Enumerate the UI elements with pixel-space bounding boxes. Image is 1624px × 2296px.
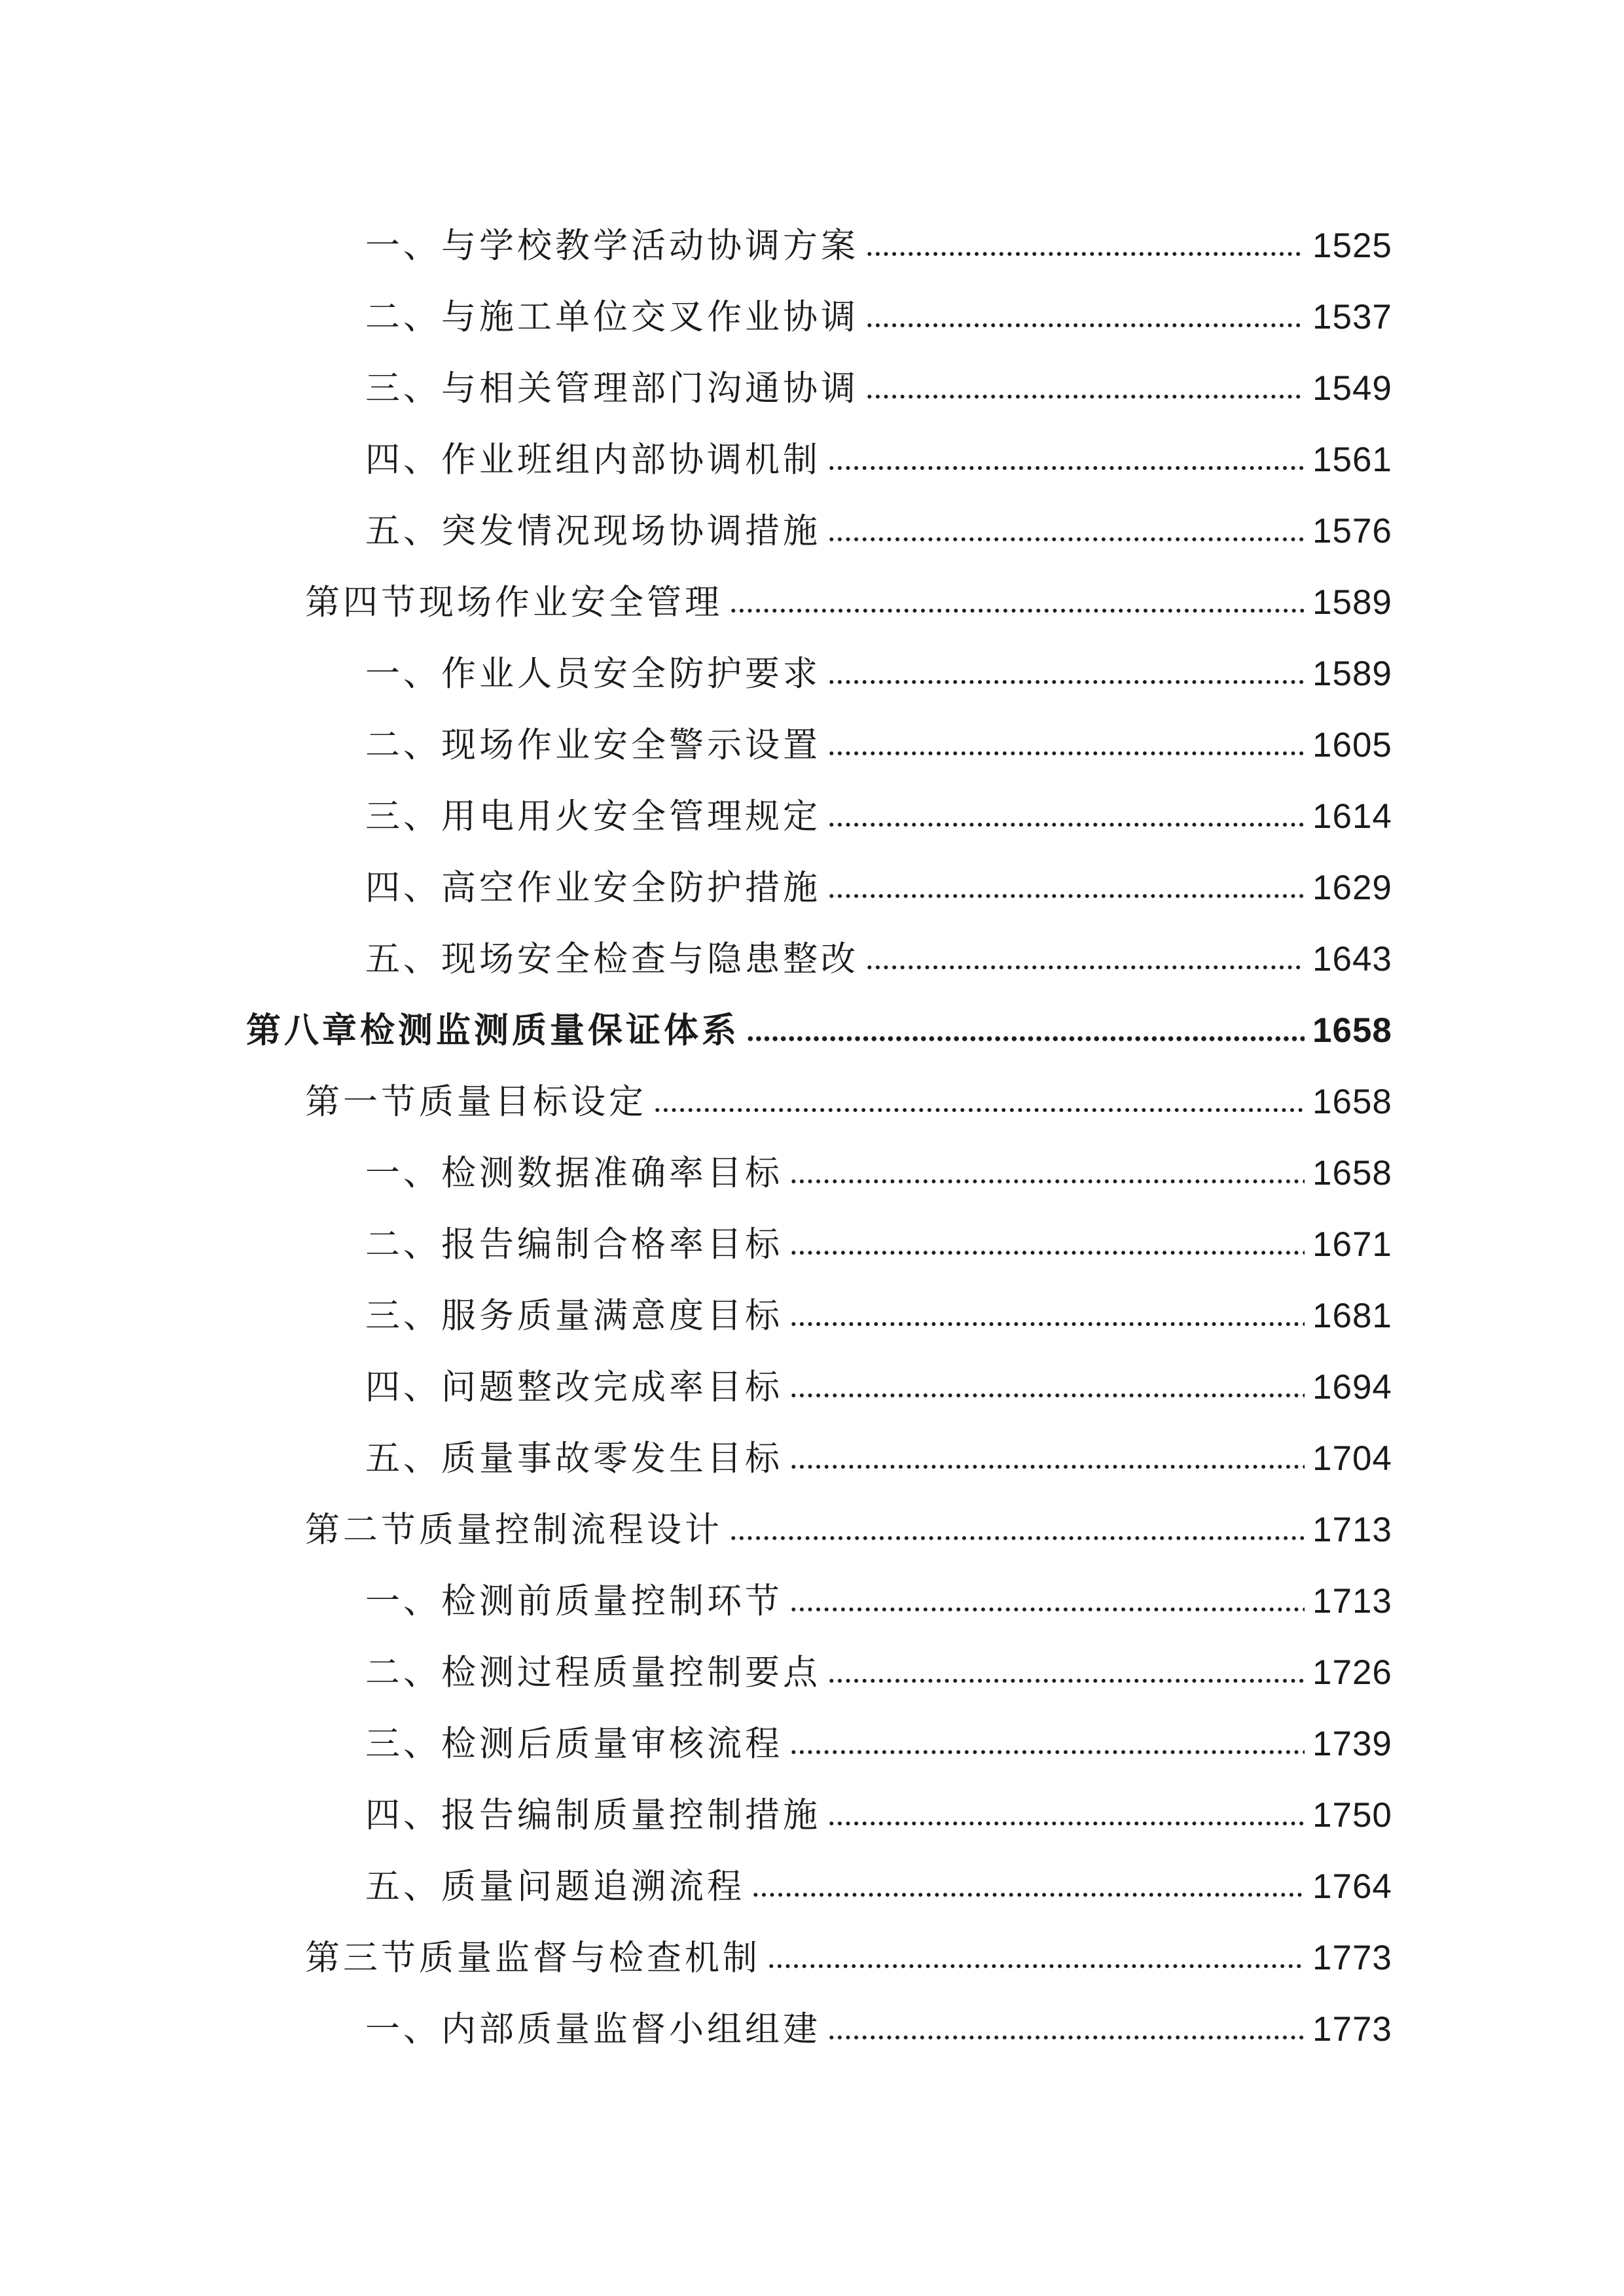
toc-section-entry[interactable] xyxy=(0,1494,1624,1566)
toc-subsection-entry[interactable] xyxy=(0,852,1624,924)
toc-entry-page-number: 1576 xyxy=(1312,512,1392,550)
toc-subsection-entry[interactable] xyxy=(0,1994,1624,2065)
toc-entry-title: 五、质量问题追溯流程 xyxy=(365,1867,745,1907)
toc-entry-page-number: 1643 xyxy=(1312,940,1392,978)
toc-dot-leader xyxy=(865,322,1305,329)
toc-entry-page-number: 1713 xyxy=(1312,1511,1392,1549)
toc-entry-page-number: 1773 xyxy=(1312,2010,1392,2049)
toc-entry-title: 第四节现场作业安全管理 xyxy=(305,583,723,622)
toc-section-entry[interactable] xyxy=(0,1066,1624,1138)
toc-entry-page-number: 1614 xyxy=(1312,797,1392,836)
toc-entry-title: 一、内部质量监督小组组建 xyxy=(365,2009,821,2049)
toc-entry-title: 五、现场安全检查与隐患整改 xyxy=(365,939,859,979)
toc-subsection-entry[interactable] xyxy=(0,638,1624,709)
toc-subsection-entry[interactable] xyxy=(0,1637,1624,1708)
toc-subsection-entry[interactable] xyxy=(0,424,1624,495)
toc-dot-leader xyxy=(789,1392,1305,1399)
toc-entry-page-number: 1658 xyxy=(1312,1011,1392,1050)
toc-entry-page-number: 1726 xyxy=(1312,1653,1392,1692)
toc-dot-leader xyxy=(865,964,1305,971)
toc-subsection-entry[interactable] xyxy=(0,1566,1624,1637)
toc-entry-title: 三、用电用火安全管理规定 xyxy=(365,797,821,836)
toc-dot-leader xyxy=(789,1178,1305,1185)
toc-dot-leader xyxy=(789,1463,1305,1470)
toc-subsection-entry[interactable] xyxy=(0,924,1624,995)
toc-entry-title: 五、突发情况现场协调措施 xyxy=(365,511,821,551)
toc-entry-title: 五、质量事故零发生目标 xyxy=(365,1439,783,1479)
toc-dot-leader xyxy=(789,1321,1305,1327)
toc-entry-page-number: 1773 xyxy=(1312,1939,1392,1977)
table-of-contents xyxy=(0,210,1624,2065)
toc-entry-page-number: 1658 xyxy=(1312,1083,1392,1121)
toc-entry-title: 一、作业人员安全防护要求 xyxy=(365,654,821,694)
toc-subsection-entry[interactable] xyxy=(0,353,1624,424)
toc-entry-title: 第二节质量控制流程设计 xyxy=(305,1510,723,1550)
toc-entry-title: 第一节质量目标设定 xyxy=(305,1082,647,1122)
toc-entry-title: 三、服务质量满意度目标 xyxy=(365,1296,783,1336)
toc-entry-page-number: 1629 xyxy=(1312,869,1392,907)
toc-entry-page-number: 1750 xyxy=(1312,1796,1392,1835)
toc-dot-leader xyxy=(729,607,1305,614)
toc-entry-page-number: 1681 xyxy=(1312,1297,1392,1335)
toc-entry-title: 四、高空作业安全防护措施 xyxy=(365,868,821,908)
toc-dot-leader xyxy=(827,1820,1305,1827)
toc-subsection-entry[interactable] xyxy=(0,1708,1624,1780)
toc-dot-leader xyxy=(827,465,1305,471)
toc-entry-page-number: 1764 xyxy=(1312,1867,1392,1906)
toc-entry-title: 二、与施工单位交叉作业协调 xyxy=(365,297,859,337)
toc-subsection-entry[interactable] xyxy=(0,1280,1624,1352)
toc-subsection-entry[interactable] xyxy=(0,709,1624,781)
toc-entry-title: 第三节质量监督与检查机制 xyxy=(305,1938,761,1978)
toc-subsection-entry[interactable] xyxy=(0,1780,1624,1851)
toc-entry-title: 一、与学校教学活动协调方案 xyxy=(365,226,859,266)
toc-dot-leader xyxy=(827,750,1305,757)
toc-entry-title: 四、问题整改完成率目标 xyxy=(365,1367,783,1407)
toc-subsection-entry[interactable] xyxy=(0,781,1624,852)
toc-dot-leader xyxy=(865,393,1305,400)
toc-dot-leader xyxy=(827,679,1305,685)
toc-subsection-entry[interactable] xyxy=(0,1423,1624,1494)
toc-entry-page-number: 1537 xyxy=(1312,298,1392,336)
toc-entry-page-number: 1694 xyxy=(1312,1368,1392,1407)
toc-entry-title: 一、检测前质量控制环节 xyxy=(365,1581,783,1621)
toc-dot-leader xyxy=(827,893,1305,899)
toc-dot-leader xyxy=(789,1749,1305,1755)
toc-entry-page-number: 1713 xyxy=(1312,1582,1392,1621)
toc-entry-page-number: 1671 xyxy=(1312,1225,1392,1264)
toc-dot-leader xyxy=(729,1535,1305,1541)
toc-entry-page-number: 1525 xyxy=(1312,226,1392,265)
toc-entry-title: 四、作业班组内部协调机制 xyxy=(365,440,821,480)
toc-entry-page-number: 1589 xyxy=(1312,583,1392,622)
toc-subsection-entry[interactable] xyxy=(0,1851,1624,1922)
toc-entry-title: 二、现场作业安全警示设置 xyxy=(365,725,821,765)
toc-subsection-entry[interactable] xyxy=(0,1209,1624,1280)
toc-subsection-entry[interactable] xyxy=(0,495,1624,567)
toc-subsection-entry[interactable] xyxy=(0,1352,1624,1423)
toc-dot-leader xyxy=(751,1892,1305,1898)
toc-subsection-entry[interactable] xyxy=(0,1138,1624,1209)
toc-section-entry[interactable] xyxy=(0,567,1624,638)
toc-chapter-entry[interactable] xyxy=(0,995,1624,1066)
toc-dot-leader xyxy=(827,536,1305,543)
toc-dot-leader xyxy=(789,1606,1305,1613)
toc-dot-leader xyxy=(827,2034,1305,2041)
toc-entry-page-number: 1561 xyxy=(1312,440,1392,479)
toc-subsection-entry[interactable] xyxy=(0,210,1624,281)
toc-dot-leader xyxy=(827,1677,1305,1684)
toc-dot-leader xyxy=(767,1963,1305,1969)
toc-entry-title: 二、报告编制合格率目标 xyxy=(365,1225,783,1265)
toc-dot-leader xyxy=(789,1249,1305,1256)
toc-entry-title: 三、与相关管理部门沟通协调 xyxy=(365,368,859,408)
toc-entry-page-number: 1658 xyxy=(1312,1154,1392,1193)
toc-entry-title: 第八章检测监测质量保证体系 xyxy=(246,1011,740,1050)
toc-entry-page-number: 1704 xyxy=(1312,1439,1392,1478)
toc-entry-page-number: 1589 xyxy=(1312,655,1392,693)
toc-entry-title: 一、检测数据准确率目标 xyxy=(365,1153,783,1193)
toc-section-entry[interactable] xyxy=(0,1922,1624,1994)
toc-entry-page-number: 1605 xyxy=(1312,726,1392,764)
toc-dot-leader xyxy=(653,1107,1305,1113)
toc-entry-page-number: 1739 xyxy=(1312,1725,1392,1763)
toc-subsection-entry[interactable] xyxy=(0,281,1624,353)
toc-entry-title: 二、检测过程质量控制要点 xyxy=(365,1653,821,1693)
toc-dot-leader xyxy=(746,1035,1305,1042)
toc-entry-title: 三、检测后质量审核流程 xyxy=(365,1724,783,1764)
toc-entry-page-number: 1549 xyxy=(1312,369,1392,408)
toc-dot-leader xyxy=(827,821,1305,828)
toc-entry-title: 四、报告编制质量控制措施 xyxy=(365,1795,821,1835)
toc-dot-leader xyxy=(865,251,1305,257)
